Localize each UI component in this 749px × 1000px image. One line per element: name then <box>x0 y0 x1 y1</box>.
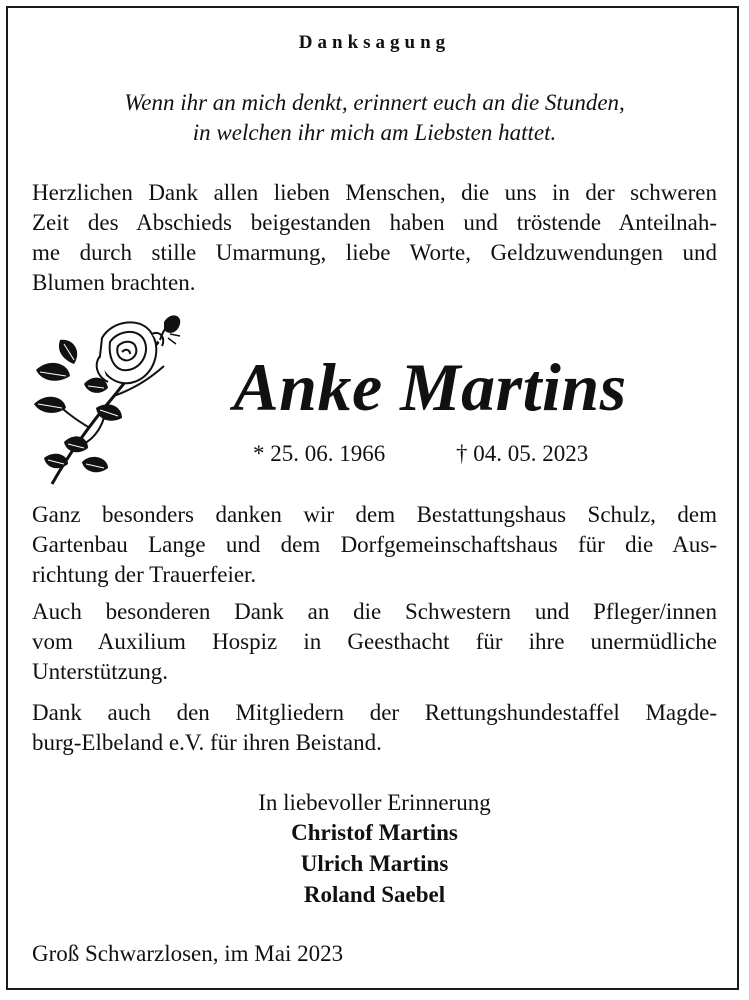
intro-line: Zeit des Abschieds beigestanden haben und tröstende Anteilnah- <box>32 210 717 235</box>
paragraph-line: Gartenbau Lange und dem Dorfgemeinschaftshaus für die Aus- <box>32 532 717 557</box>
paragraph-line: Dank auch den Mitgliedern der Rettungshundestaffel Magde- <box>32 700 717 725</box>
paragraph-line: burg-Elbeland e.V. für ihren Beistand. <box>32 730 382 755</box>
intro-line: me durch stille Umarmung, liebe Worte, Geldzuwendungen und <box>32 240 717 265</box>
place-date: Groß Schwarzlosen, im Mai 2023 <box>32 941 344 966</box>
quote-line: Wenn ihr an mich denkt, erinnert euch an die Stunden, <box>124 90 625 115</box>
birth-date: * 25. 06. 1966 <box>253 441 386 466</box>
signoff-name: Christof Martins <box>291 820 458 845</box>
intro-line: Blumen brachten. <box>32 270 196 295</box>
death-date: † 04. 05. 2023 <box>456 441 589 466</box>
paragraph-line: Ganz besonders danken wir dem Bestattungshaus Schulz, dem <box>32 502 717 527</box>
signoff-intro: In liebevoller Erinnerung <box>258 790 491 815</box>
paragraph-line: Unterstützung. <box>32 659 169 684</box>
intro-line: Herzlichen Dank allen lieben Menschen, die uns in der schweren <box>32 180 717 205</box>
paragraph-line: Auch besonderen Dank an die Schwestern und Pfleger/innen <box>32 599 717 624</box>
deceased-name: Anke Martins <box>233 349 627 425</box>
quote <box>0 88 749 148</box>
paragraph-line: richtung der Trauerfeier. <box>32 562 257 587</box>
signoff-name: Ulrich Martins <box>300 851 449 876</box>
quote-line: in welchen ihr mich am Liebsten hattet. <box>192 120 557 145</box>
heading: Danksagung <box>298 32 451 53</box>
signoff-name: Roland Saebel <box>303 882 446 907</box>
paragraph-line: vom Auxilium Hospiz in Geesthacht für ihre unermüdliche <box>32 629 717 654</box>
